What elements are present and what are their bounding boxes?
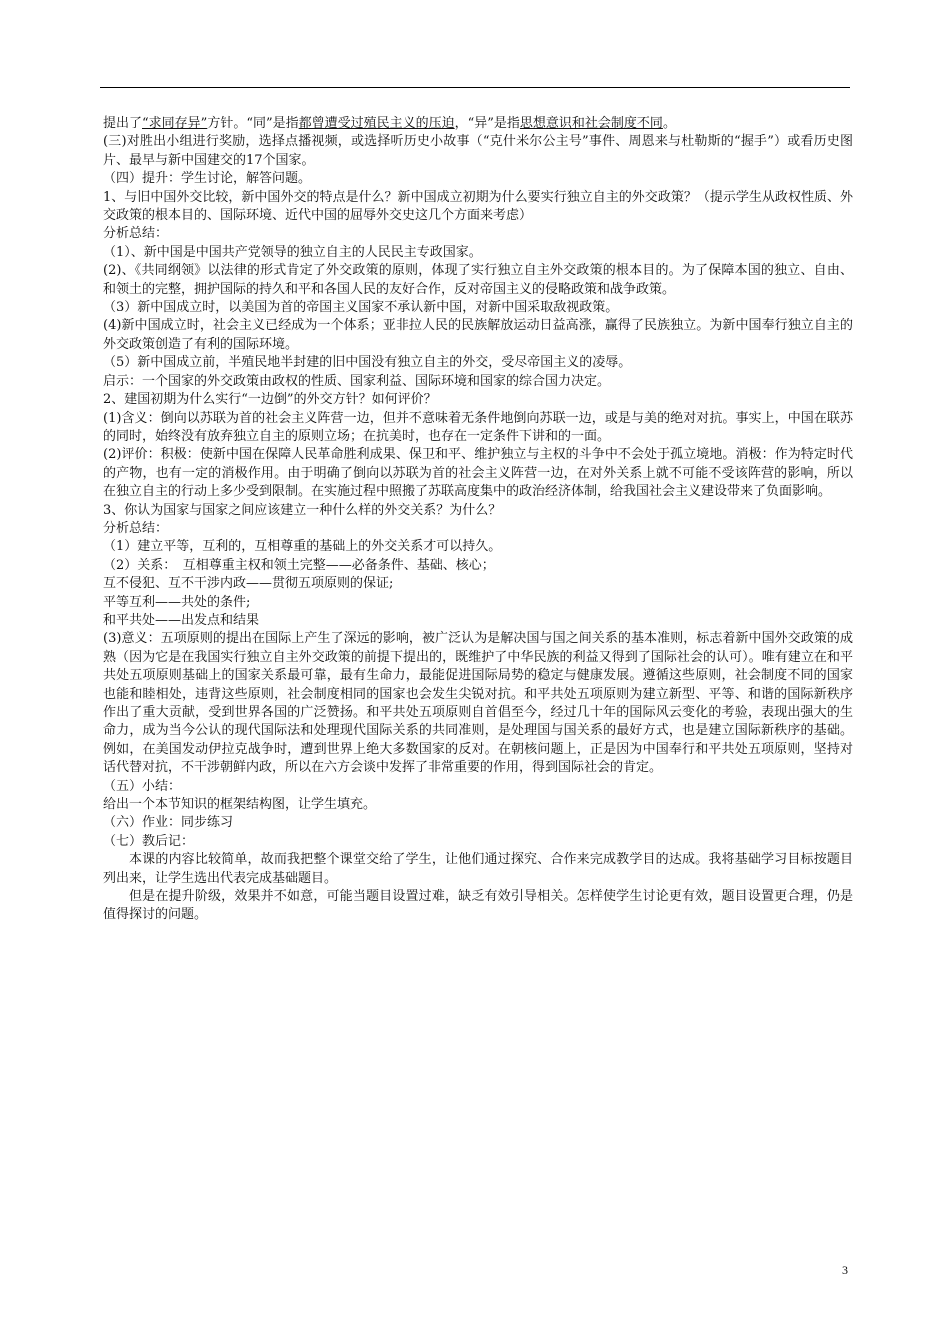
paragraph: （四）提升：学生讨论，解答问题。 <box>103 171 312 187</box>
intro-text: 提出了 <box>103 116 143 131</box>
paragraph: (1)含义：倒向以苏联为首的社会主义阵营一边，但并不意味着无条件地倒向苏联一边，或是与美的绝对对抗。事实上，中国在联苏的同时，始终没有放弃独立自主的原则立场；在抗美时，也存在一定条件下讲和的一面。 <box>103 410 853 444</box>
paragraph: （五）小结： <box>103 778 182 794</box>
paragraph: （5）新中国成立前，半殖民地半封建的旧中国没有独立自主的外交，受尽帝国主义的凌辱。 <box>103 355 632 371</box>
reflection-paragraph: 本课的内容比较简单，故而我把整个课堂交给了学生，让他们通过探究、合作来完成教学目的达成。我将基础学习目标按题目列出来，让学生选出代表完成基础题目。 <box>103 852 853 886</box>
paragraph: (3)意义：五项原则的提出在国际上产生了深远的影响，被广泛认为是解决国与国之间关系的基本准则，标志着新中国外交政策的成熟（因为它是在我国实行独立自主外交政策的前提下提出的，既维护了中华民族的利益又得到了国际社会的认可）。唯有建立在和平共处五项原则基础上的国家关系最可靠，最有生命力，最能促进国际局势的稳定与健康发展。遵循这些原则，社会制度不同的国家也能和睦相处，违背这些原则，社会制度相同的国家也会发生尖锐对抗。和平共处五项原则为建立新型、平等、和谐的国际新秩序作出了重大贡献，受到世界各国的广泛赞扬。和平共处五项原则自首倡至今，经过几十年的国际风云变化的考验，表现出强大的生命力，成为当今公认的现代国际法和处理现代国际关系的共同准则，是处理国与国关系的最好方式，也是建立国际新秩序的基础。例如，在美国发动伊拉克战争时，遭到世界上绝大多数国家的反对。在朝核问题上，正是因为中国奉行和平共处五项原则，坚持对话代替对抗，不干涉朝鲜内政，所以在六方会谈中发挥了非常重要的作用，得到国际社会的肯定。 <box>103 631 853 776</box>
paragraph: (2)评价：积极：使新中国在保障人民革命胜利成果、保卫和平、维护独立与主权的斗争中不会处于孤立境地。消极：作为特定时代的产物，也有一定的消极作用。由于明确了倒向以苏联为首的社会主义阵营一边，在对外关系上就不可能不受该阵营的影响，所以在独立自主的行动上多少受到限制。在实施过程中照搬了苏联高度集中的政治经济体制，给我国社会主义建设带来了负面影响。 <box>103 447 853 500</box>
paragraph: （1）、新中国是中国共产党领导的独立自主的人民民主专政国家。 <box>103 244 482 260</box>
paragraph: 1、与旧中国外交比较，新中国外交的特点是什么？新中国成立初期为什么要实行独立自主的外交政策？（提示学生从政权性质、外交政策的根本目的、国际环境、近代中国的屈辱外交史这几个方面来考虑） <box>103 189 853 224</box>
intro-text: 方针。“同”是指 <box>207 116 299 131</box>
blank-answer-different: 思想意识和社会制度不同 <box>519 116 663 131</box>
paragraph: （1）建立平等，互利的，互相尊重的基础上的外交关系才可以持久。 <box>103 539 502 555</box>
page-number: 3 <box>842 1263 848 1277</box>
intro-paragraph <box>103 115 853 133</box>
paragraph: (三)对胜出小组进行奖励，选择点播视频，或选择听历史小故事（“克什米尔公主号”事件、周恩来与杜勒斯的“握手”）或看历史图片、最早与新中国建交的17个国家。 <box>103 134 853 168</box>
document-body <box>103 115 853 925</box>
header-rule <box>100 87 850 88</box>
paragraph: 3、你认为国家与国家之间应该建立一种什么样的外交关系？为什么？ <box>103 502 502 518</box>
paragraph: (2)、《共同纲领》以法律的形式肯定了外交政策的原则，体现了实行独立自主外交政策的根本目的。为了保障本国的独立、自由、和领土的完整，拥护国际的持久和平和各国人民的友好合作，反对帝国主义的侵略政策和战争政策。 <box>103 263 853 297</box>
reflection-paragraph: 但是在提升阶级，效果并不如意，可能当题目设置过难，缺乏有效引导相关。怎样使学生讨论更有效，题目设置更合理，仍是值得探讨的问题。 <box>103 889 853 923</box>
paragraph: （六）作业：同步练习 <box>103 815 234 831</box>
blank-answer-policy: “求同存异” <box>142 116 208 131</box>
paragraph: 平等互利——共处的条件; <box>103 594 251 610</box>
paragraph: (4)新中国成立时，社会主义已经成为一个体系；亚非拉人民的民族解放运动日益高涨，赢得了民族独立。为新中国奉行独立自主的外交政策创造了有利的国际环境。 <box>103 318 853 352</box>
paragraph: （3）新中国成立时，以美国为首的帝国主义国家不承认新中国，对新中国采取敌视政策。 <box>103 300 619 316</box>
paragraph: 分析总结： <box>103 520 169 536</box>
paragraph: （2）关系： 互相尊重主权和领土完整——必备条件、基础、核心； <box>103 557 495 573</box>
intro-text: 。 <box>662 116 676 131</box>
paragraph: 分析总结： <box>103 226 169 242</box>
blank-answer-same: 都曾遭受过殖民主义的压迫 <box>298 116 455 131</box>
paragraph: （七）教后记： <box>103 833 195 849</box>
paragraph: 给出一个本节知识的框架结构图，让学生填充。 <box>103 797 377 813</box>
paragraph: 互不侵犯、互不干涉内政——贯彻五项原则的保证; <box>103 576 394 592</box>
paragraph: 启示：一个国家的外交政策由政权的性质、国家利益、国际环境和国家的综合国力决定。 <box>103 373 611 389</box>
paragraph: 和平共处——出发点和结果 <box>103 612 260 628</box>
paragraph: 2、建国初期为什么实行“一边倒”的外交方针？如何评价？ <box>103 392 437 408</box>
intro-text: ，“异”是指 <box>454 116 520 131</box>
